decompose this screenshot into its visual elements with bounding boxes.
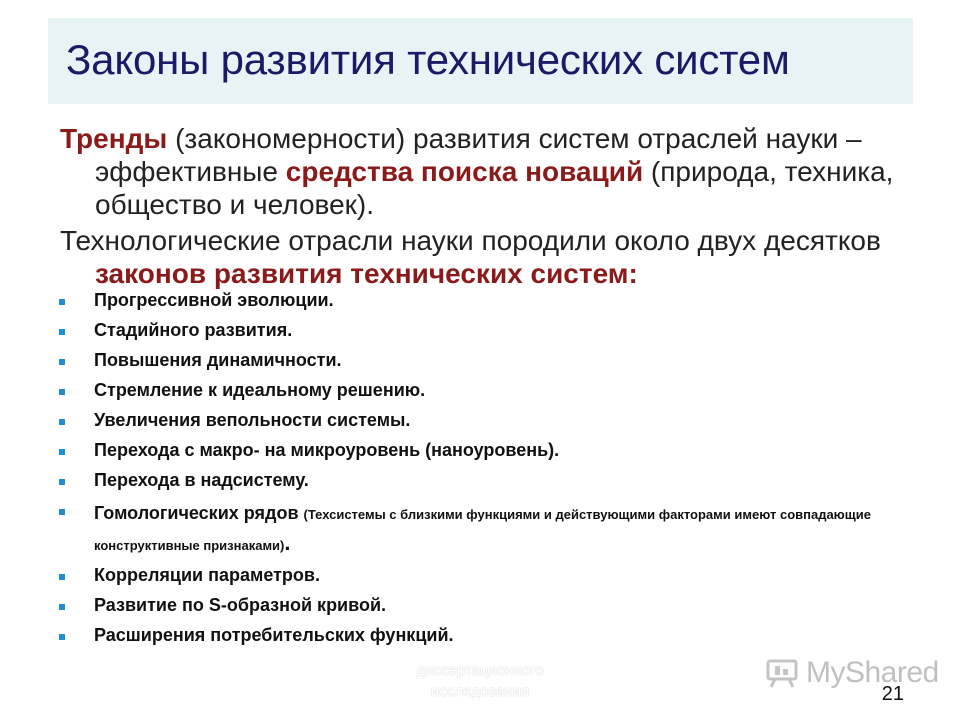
- page-number: 21: [881, 683, 904, 705]
- list-item: [56, 439, 916, 462]
- list-item: [56, 469, 916, 492]
- bullet-square-icon: [59, 634, 65, 640]
- laws-text: Технологические отрасли науки породили около двух десятков: [60, 225, 881, 256]
- list-item-text: Развитие по S-образной кривой.: [94, 595, 387, 615]
- bullet-square-icon: [59, 359, 65, 365]
- bullet-square-icon: [59, 329, 65, 335]
- footer-ghost-line: диссертационного: [416, 662, 544, 679]
- paragraph-trends: [60, 122, 955, 221]
- footer-ghost-text: [380, 660, 580, 702]
- list-item-text: Перехода в надсистему.: [94, 470, 309, 490]
- list-item-text: Стремление к идеальному решению.: [94, 380, 426, 400]
- list-item: [56, 379, 916, 402]
- list-item: [56, 564, 916, 587]
- trends-lead: Тренды: [60, 123, 168, 154]
- brand-watermark: [766, 655, 939, 691]
- list-item: [56, 499, 916, 560]
- list-item-text: Корреляции параметров.: [94, 565, 320, 585]
- bullet-square-icon: [59, 574, 65, 580]
- slide-title: Законы развития технических систем: [66, 36, 790, 83]
- brand-name: MyShared: [806, 656, 939, 689]
- trends-tail: (природа, техника, общество и человек).: [95, 156, 894, 220]
- bullet-square-icon: [59, 479, 65, 485]
- presentation-board-icon: [766, 657, 802, 689]
- list-item-text: Повышения динамичности.: [94, 350, 342, 370]
- laws-list: [56, 289, 916, 654]
- laws-highlight: законов развития технических систем:: [95, 258, 638, 289]
- list-item-text: Стадийного развития.: [94, 320, 293, 340]
- list-item: [56, 409, 916, 432]
- list-item-text: Расширения потребительских функций.: [94, 625, 454, 645]
- list-item-text: Перехода с макро- на микроуровень (наноуровень).: [94, 440, 560, 460]
- list-item: [56, 624, 916, 647]
- list-item: [56, 349, 916, 372]
- list-item-text: Увеличения вепольности системы.: [94, 410, 411, 430]
- list-item: [56, 594, 916, 617]
- bullet-square-icon: [59, 449, 65, 455]
- list-item-note: (Техсистемы с близкими функциями и действующими факторами имеют совпадающие конструктивные признаками): [94, 507, 871, 553]
- list-item-end: .: [284, 530, 291, 555]
- list-item: [56, 319, 916, 342]
- bullet-square-icon: [59, 604, 65, 610]
- trends-text: (закономерности) развития систем отраслей науки – эффективные: [95, 123, 862, 187]
- bullet-square-icon: [59, 419, 65, 425]
- trends-highlight: средства поиска новаций: [285, 156, 644, 187]
- bullet-square-icon: [59, 299, 65, 305]
- paragraph-laws: [60, 224, 955, 290]
- list-item-text: Прогрессивной эволюции.: [94, 290, 334, 310]
- bullet-square-icon: [59, 389, 65, 395]
- list-item: [56, 289, 916, 312]
- list-item-text: Гомологических рядов: [94, 503, 304, 523]
- bullet-square-icon: [59, 509, 65, 515]
- footer-ghost-line: исследования: [430, 683, 530, 700]
